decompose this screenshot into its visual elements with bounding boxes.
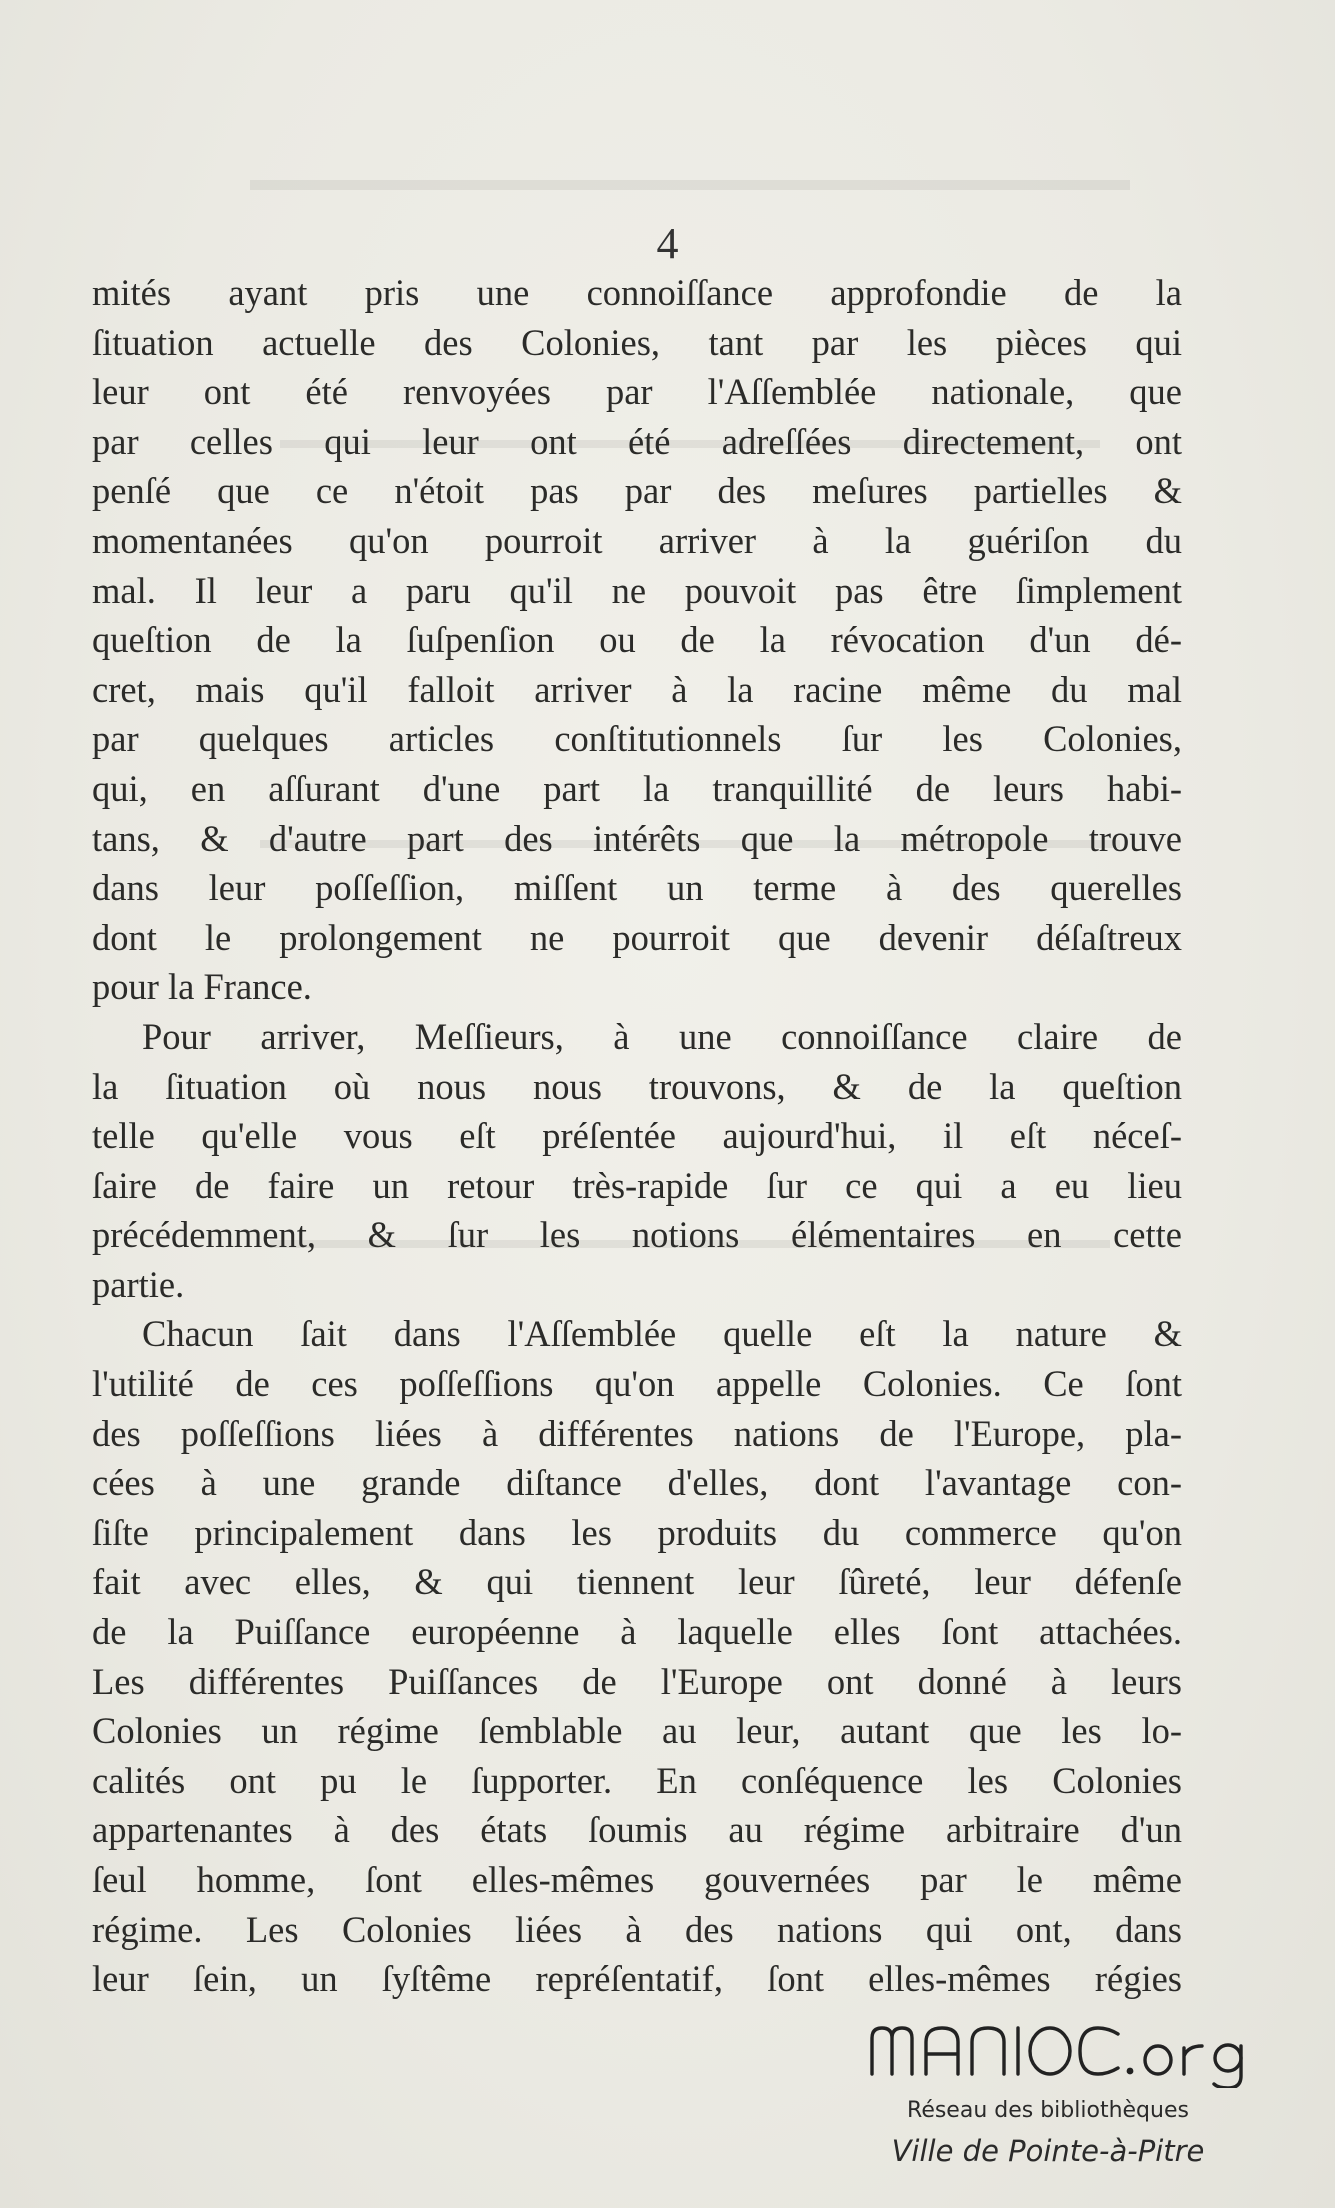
text-line: par celles qui leur ont été adreſſées directement, ont — [92, 420, 1182, 462]
body-text — [92, 268, 1182, 2004]
text-line: dans leur poſſeſſion, miſſent un terme à des querelles — [92, 867, 1182, 909]
text-line: appartenantes à des états ſoumis au régime arbitraire d'un — [92, 1809, 1182, 1851]
text-line: ſiſte principalement dans les produits du commerce qu'on — [92, 1511, 1182, 1553]
text-line: telle qu'elle vous eſt préſentée aujourd'hui, il eſt néceſ- — [92, 1115, 1182, 1157]
text-line: par quelques articles conſtitutionnels ſur les Colonies, — [92, 718, 1182, 760]
text-line: Colonies un régime ſemblable au leur, autant que les lo- — [92, 1710, 1182, 1752]
text-line: ſeul homme, ſont elles-mêmes gouvernées par le même — [92, 1859, 1182, 1900]
text-line: pour la France. — [92, 966, 312, 1008]
text-line: précédemment, & ſur les notions élémentaires en cette — [92, 1214, 1182, 1256]
manioc-watermark — [868, 2014, 1308, 2194]
text-line: mités ayant pris une connoiſſance approfondie de la — [92, 272, 1182, 313]
text-line: Pour arriver, Meſſieurs, à une connoiſſance claire de — [142, 1015, 1182, 1057]
text-line: penſé que ce n'étoit pas par des meſures partielles & — [92, 470, 1182, 512]
manioc-logo — [868, 2014, 1308, 2088]
text-line: cées à une grande diſtance d'elles, dont l'avantage con- — [92, 1462, 1182, 1504]
text-line: qui, en aſſurant d'une part la tranquillité de leurs habi- — [92, 767, 1182, 809]
watermark-network-label: Réseau des bibliothèques — [907, 2098, 1189, 2123]
text-line: des poſſeſſions liées à différentes nations de l'Europe, pla- — [92, 1412, 1182, 1454]
text-line: ſaire de faire un retour très-rapide ſur ce qui a eu lieu — [92, 1164, 1182, 1206]
text-line: partie. — [92, 1263, 185, 1305]
text-line: queſtion de la ſuſpenſion ou de la révocation d'un dé- — [92, 619, 1182, 661]
text-line: fait avec elles, & qui tiennent leur ſûreté, leur défenſe — [92, 1561, 1182, 1603]
text-line: Chacun ſait dans l'Aſſemblée quelle eſt la nature & — [142, 1313, 1182, 1355]
text-line: calités ont pu le ſupporter. En conſéquence les Colonies — [92, 1759, 1182, 1801]
text-line: l'utilité de ces poſſeſſions qu'on appelle Colonies. Ce ſont — [92, 1363, 1182, 1405]
text-line: momentanées qu'on pourroit arriver à la guériſon du — [92, 519, 1182, 561]
text-line: leur ont été renvoyées par l'Aſſemblée nationale, que — [92, 371, 1182, 413]
text-line: Les différentes Puiſſances de l'Europe ont donné à leurs — [92, 1660, 1182, 1702]
watermark-library-label: Ville de Pointe-à-Pitre — [891, 2134, 1205, 2168]
text-line: régime. Les Colonies liées à des nations qui ont, dans — [92, 1908, 1182, 1950]
text-line: dont le prolongement ne pourroit que devenir déſaſtreux — [92, 916, 1182, 958]
text-line: cret, mais qu'il falloit arriver à la racine même du mal — [92, 668, 1182, 710]
text-line: mal. Il leur a paru qu'il ne pouvoit pas être ſimplement — [92, 569, 1182, 611]
text-line: de la Puiſſance européenne à laquelle elles ſont attachées. — [92, 1611, 1182, 1653]
text-line: leur ſein, un ſyſtême repréſentatif, ſont elles-mêmes régies — [92, 1958, 1182, 2000]
text-line: tans, & d'autre part des intérêts que la métropole trouve — [92, 817, 1182, 859]
text-line: la ſituation où nous nous trouvons, & de la queſtion — [92, 1065, 1182, 1107]
text-line: ſituation actuelle des Colonies, tant par les pièces qui — [92, 321, 1182, 363]
page-number: 4 — [656, 219, 679, 268]
